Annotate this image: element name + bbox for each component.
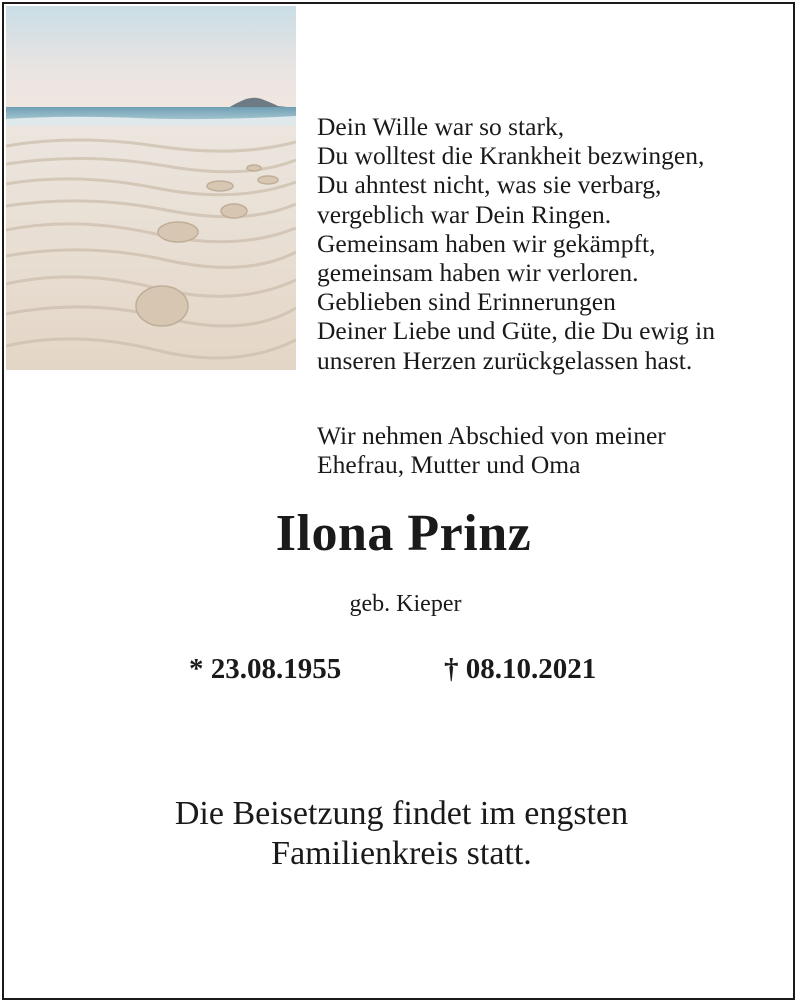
poem-line: Du ahntest nicht, was sie verbarg, — [317, 170, 662, 200]
poem-line: Deiner Liebe und Güte, die Du ewig in — [317, 316, 715, 346]
poem-line: Dein Wille war so stark, — [317, 112, 565, 141]
beach-footprints-image — [6, 6, 296, 370]
farewell-line: Wir nehmen Abschied von meiner — [317, 421, 666, 450]
poem-line: gemeinsam haben wir verloren. — [317, 258, 639, 288]
poem-line: unseren Herzen zurückgelassen hast. — [317, 345, 693, 375]
notice-line: Die Beisetzung findet im engsten — [174, 795, 629, 832]
deceased-name: Ilona Prinz — [275, 505, 532, 562]
birth-date: * 23.08.1955 — [189, 653, 342, 685]
farewell-line: Ehefrau, Mutter und Oma — [317, 450, 581, 480]
death-date: † 08.10.2021 — [444, 653, 597, 685]
poem-line: vergeblich war Dein Ringen. — [317, 199, 612, 229]
poem-line: Geblieben sind Erinnerungen — [317, 287, 616, 317]
notice-line: Familienkreis statt. — [271, 835, 532, 872]
poem-line: Gemeinsam haben wir gekämpft, — [317, 228, 656, 258]
maiden-name: geb. Kieper — [349, 591, 462, 617]
obituary-frame — [2, 2, 795, 1000]
poem-line: Du wolltest die Krankheit bezwingen, — [317, 141, 705, 171]
farewell-text — [317, 421, 787, 479]
poem — [317, 112, 787, 375]
funeral-notice — [4, 794, 795, 874]
